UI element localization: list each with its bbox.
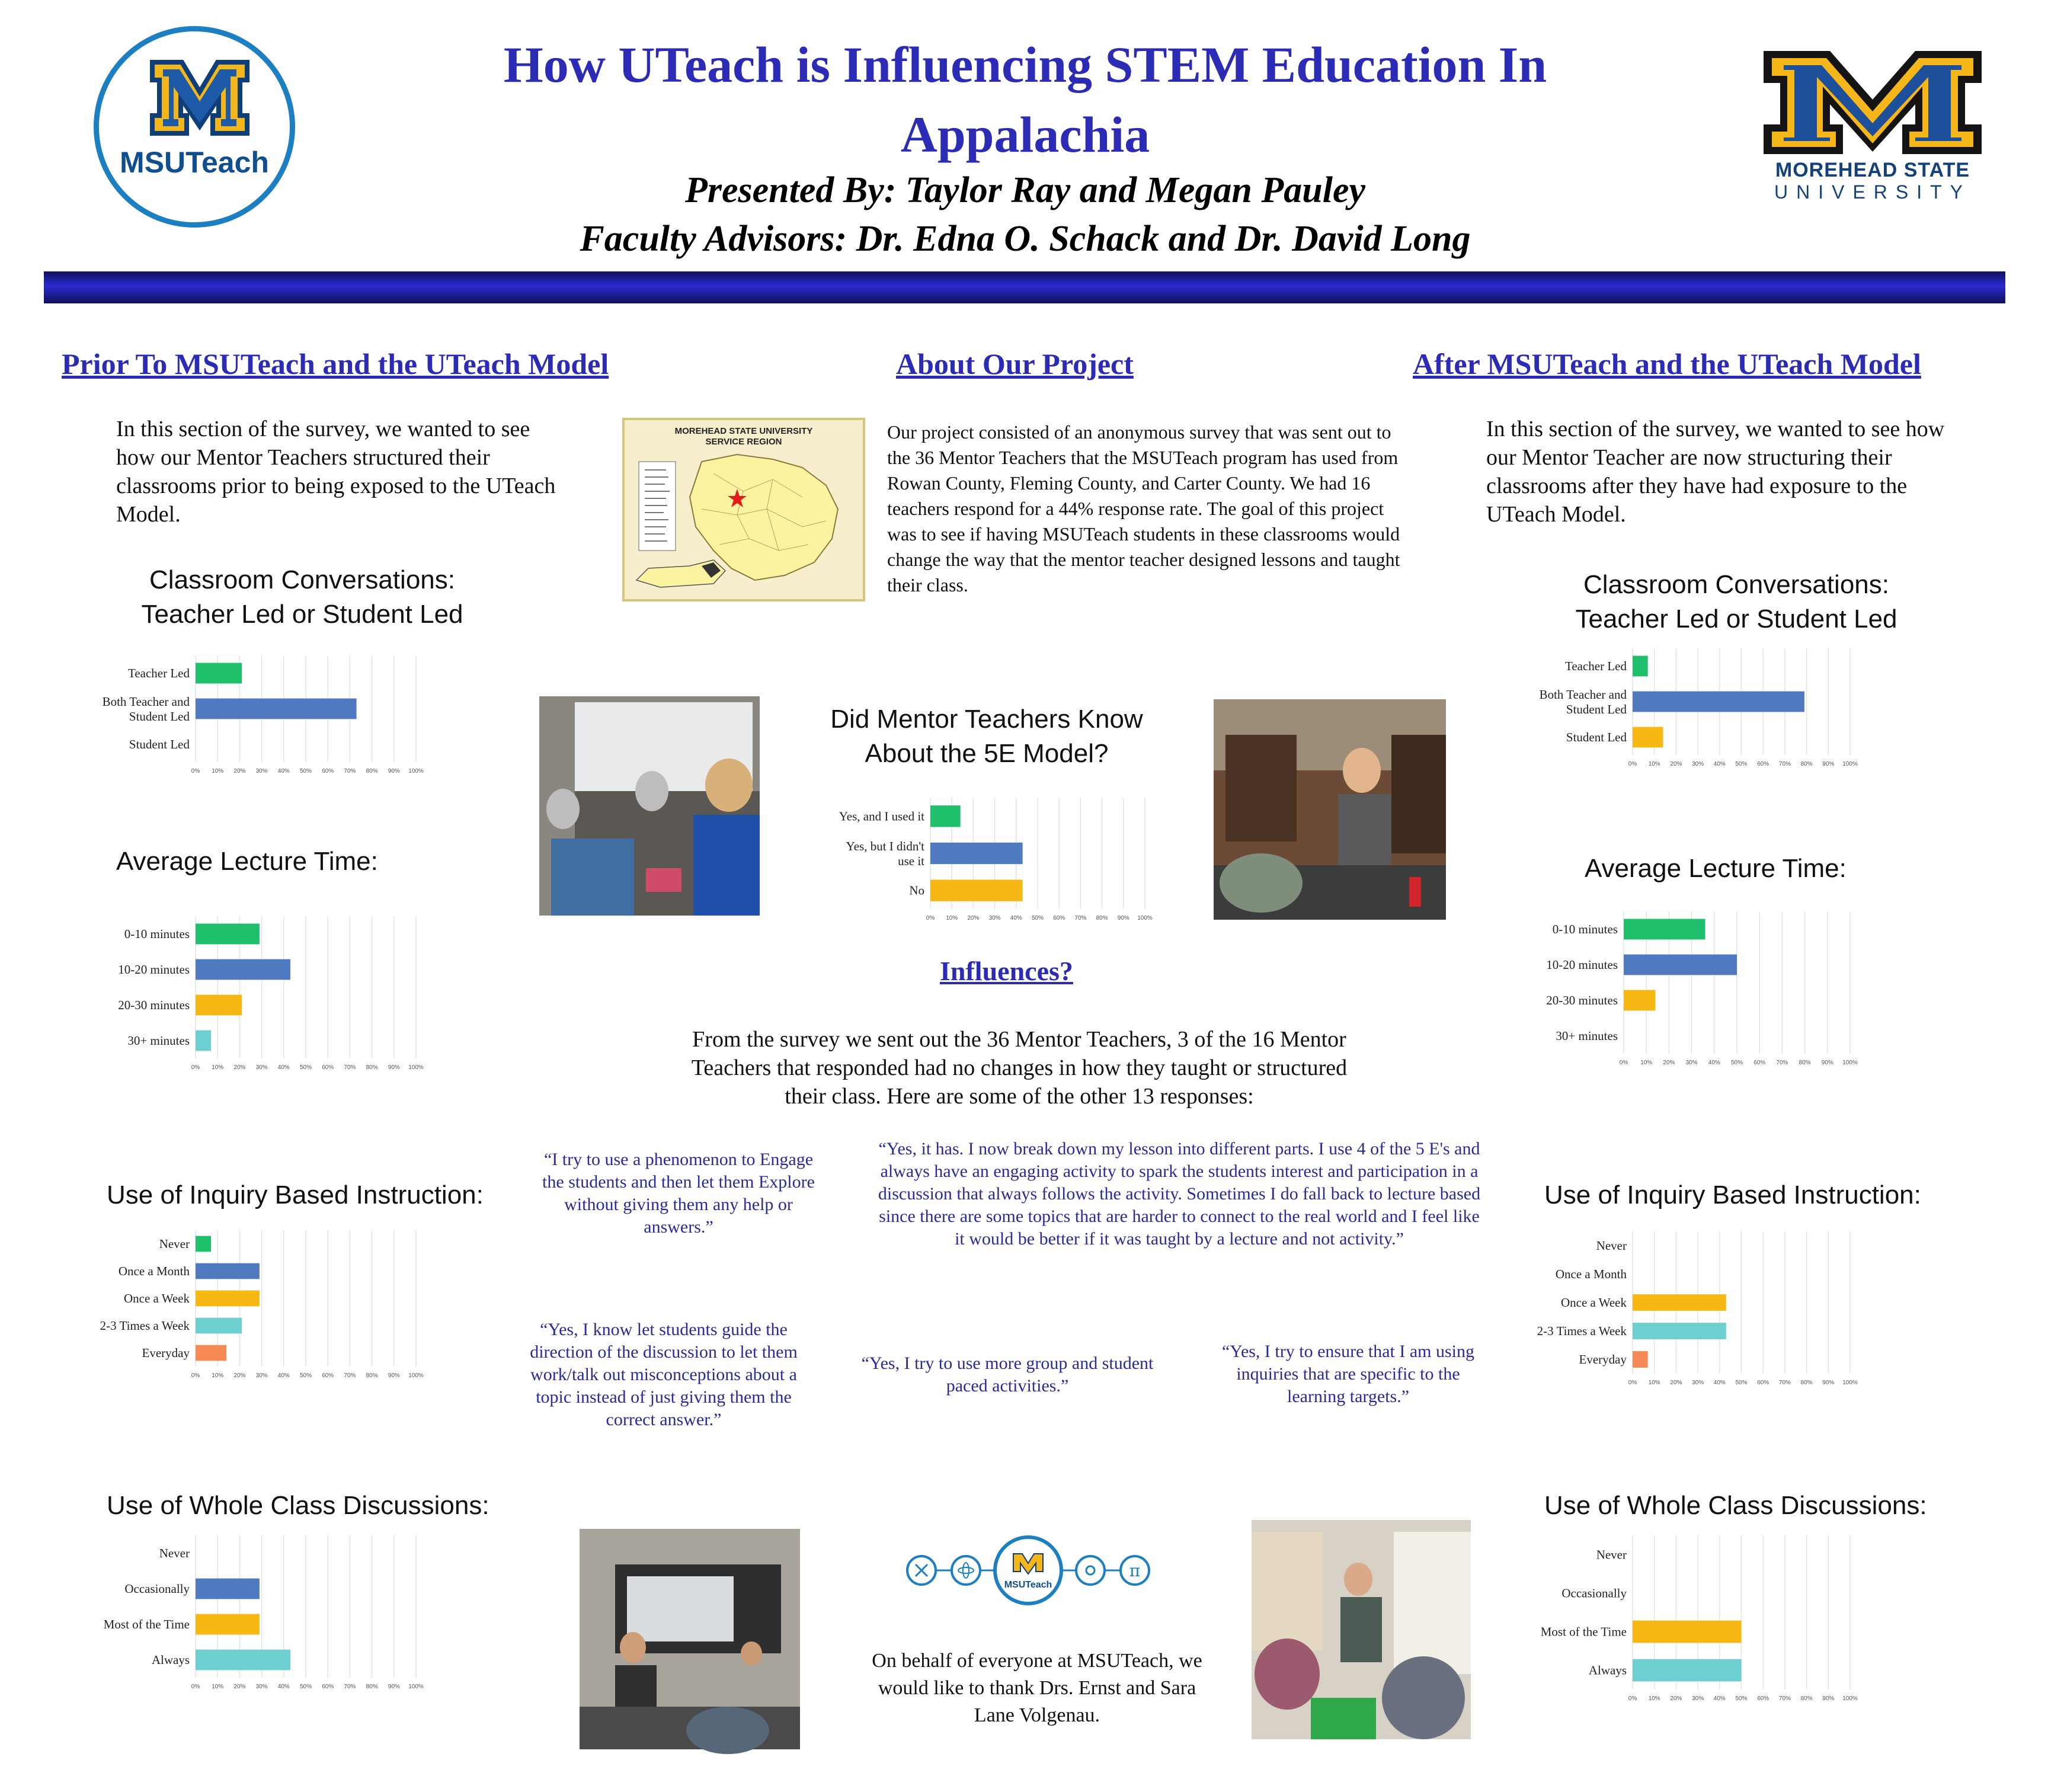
tick-label: 0%: [1628, 1695, 1637, 1702]
about-text: Our project consisted of an anonymous survey that was sent out to the 36 Mentor Teachers that the MSUTeach program has used from Rowan County, Fleming County, and Carter County. We had 16 teachers respond for a 44% response rate. The goal of this project was to see if having MSUTeach students in these classrooms would change the way that the mentor teacher designed lessons and taught their class.: [887, 421, 1400, 596]
bar-once-a-week: [196, 1291, 260, 1307]
bar-always: [1633, 1659, 1742, 1682]
tick-label: 10%: [212, 1064, 224, 1071]
tick-label: 80%: [1800, 1380, 1813, 1386]
fivee-chart: [770, 794, 1153, 924]
category-label: 20-30 minutes: [118, 998, 190, 1012]
tick-label: 70%: [344, 1684, 356, 1690]
tick-label: 90%: [1822, 1695, 1835, 1702]
after-discussion-chart: [1505, 1532, 1858, 1705]
after-conv-title-line2: Teacher Led or Student Led: [1575, 604, 1897, 633]
tick-label: 90%: [388, 1372, 400, 1379]
tick-label: 0%: [1619, 1060, 1628, 1066]
classroom-photo-1-image: [539, 696, 760, 916]
tick-label: 90%: [1822, 1380, 1835, 1386]
tick-label: 40%: [1010, 915, 1022, 921]
about-heading: About Our Project: [896, 347, 1134, 380]
right-logo-line1: MOREHEAD STATE: [1775, 159, 1970, 181]
tick-label: 20%: [233, 768, 246, 775]
poster-title: How UTeach is Influencing STEM Education In Appalachia: [503, 36, 1547, 163]
tick-label: 30%: [1692, 1380, 1704, 1386]
category-label: Yes, and I used it: [839, 809, 924, 824]
tick-label: 70%: [1776, 1060, 1788, 1066]
prior-conv-title-line2: Teacher Led or Student Led: [141, 600, 463, 629]
tick-label: 80%: [1799, 1060, 1811, 1066]
m-logo-icon: [146, 56, 253, 139]
category-label: Occasionally: [124, 1582, 190, 1596]
tick-label: 100%: [1137, 915, 1153, 921]
prior-lecture-chart: [65, 913, 424, 1074]
tick-label: 80%: [366, 1064, 378, 1071]
header-divider-banner: [44, 271, 2005, 303]
prior-conv-title: [89, 563, 516, 632]
tick-label: 50%: [1735, 761, 1748, 767]
bar-everyday: [1633, 1351, 1648, 1368]
tick-label: 10%: [1648, 1380, 1660, 1386]
category-label: Teacher Led: [127, 666, 190, 680]
presenters-line: Presented By: Taylor Ray and Megan Pauley: [684, 170, 1366, 210]
category-label: 2-3 Times a Week: [1537, 1324, 1627, 1338]
tick-label: 60%: [1757, 1695, 1769, 1702]
fivee-title-line1: Did Mentor Teachers Know: [830, 705, 1143, 734]
tick-label: 50%: [1735, 1695, 1748, 1702]
tick-label: 70%: [344, 768, 356, 775]
bar-0-10-minutes: [196, 924, 260, 945]
bar-2-3-times-a-week: [1633, 1323, 1726, 1339]
category-label: Never: [159, 1546, 190, 1560]
bar-always: [196, 1650, 290, 1671]
bar-most-of-the-time: [196, 1614, 260, 1635]
tick-label: 0%: [191, 768, 200, 775]
msuteach-science-icons: [898, 1535, 1159, 1612]
category-label: Always: [1588, 1663, 1627, 1678]
bar-2-3-times-a-week: [196, 1318, 242, 1334]
category-label: Teacher Led: [1564, 659, 1627, 673]
tick-label: 30%: [1685, 1060, 1698, 1066]
tick-label: 100%: [1842, 1060, 1858, 1066]
m-shield-icon: [1760, 47, 1985, 157]
tick-label: 0%: [191, 1372, 200, 1379]
svg-text:π: π: [1129, 1561, 1141, 1580]
bar-teacher-led: [196, 663, 242, 684]
bar-everyday: [196, 1345, 226, 1361]
quote-specific-inquiries: “Yes, I try to ensure that I am using inquiries that are specific to the learning targets.”: [1221, 1342, 1475, 1406]
tick-label: 30%: [255, 1684, 268, 1690]
category-label: Never: [1596, 1239, 1627, 1253]
tick-label: 80%: [1800, 761, 1813, 767]
tick-label: 30%: [255, 1064, 268, 1071]
bar-occasionally: [196, 1579, 260, 1599]
bar-10-20-minutes: [1624, 955, 1737, 975]
tick-label: 80%: [366, 1372, 378, 1379]
after-discussion-title: Use of Whole Class Discussions:: [1544, 1491, 1927, 1520]
tick-label: 90%: [1117, 915, 1129, 921]
morehead-state-logo: [1760, 47, 1985, 207]
tick-label: 60%: [1757, 761, 1769, 767]
tick-label: 40%: [277, 768, 290, 775]
bar-student-led: [1633, 727, 1663, 748]
tick-label: 30%: [255, 1372, 268, 1379]
tick-label: 80%: [1800, 1695, 1813, 1702]
category-label: Once a Month: [118, 1264, 190, 1278]
after-inquiry-title: Use of Inquiry Based Instruction:: [1544, 1180, 1921, 1209]
category-label: 20-30 minutes: [1546, 993, 1618, 1007]
tick-label: 30%: [1692, 761, 1704, 767]
left-logo-text: MSUTeach: [120, 146, 269, 179]
category-label: Student Led: [129, 737, 190, 751]
category-label: 0-10 minutes: [1552, 922, 1618, 936]
tick-label: 70%: [1778, 761, 1791, 767]
tick-label: 20%: [967, 915, 980, 921]
tick-label: 30%: [255, 768, 268, 775]
classroom-photo-2-image: [1214, 699, 1446, 920]
tick-label: 20%: [1663, 1060, 1675, 1066]
quote-student-discussion: “Yes, I know let students guide the direction of the discussion to let them work/talk out misconceptions about a topic instead of just giving them the correct answer.”: [530, 1320, 798, 1429]
category-label: Once a Month: [1555, 1267, 1627, 1281]
category-label: Once a Week: [123, 1291, 190, 1305]
after-lecture-chart: [1505, 908, 1858, 1069]
category-label: 0-10 minutes: [124, 927, 190, 941]
tick-label: 90%: [388, 1684, 400, 1690]
prior-heading: Prior To MSUTeach and the UTeach Model: [62, 347, 609, 380]
bar-30-minutes: [196, 1031, 211, 1051]
region-map-illustration: [625, 420, 863, 599]
tick-label: 10%: [212, 1372, 224, 1379]
prior-discussion-chart: [65, 1532, 424, 1693]
bar-never: [196, 1236, 211, 1252]
tick-label: 10%: [212, 768, 224, 775]
prior-conv-chart: [65, 652, 424, 777]
category-label: Occasionally: [1561, 1586, 1627, 1601]
tick-label: 0%: [191, 1684, 200, 1690]
tick-label: 10%: [1648, 761, 1660, 767]
tick-label: 10%: [1640, 1060, 1653, 1066]
tick-label: 70%: [344, 1372, 356, 1379]
influences-heading: Influences?: [940, 956, 1073, 986]
center-logo-text: MSUTeach: [1004, 1580, 1052, 1590]
tick-label: 100%: [408, 1064, 424, 1071]
influences-intro: From the survey we sent out the 36 Mentor Teachers, 3 of the 16 Mentor Teachers that responded had no changes in how they taught or structured their class. Here are some of the other 13 responses:: [691, 1027, 1348, 1109]
quote-phenomenon: “I try to use a phenomenon to Engage the students and then let them Explore without giving them any help or answers.”: [542, 1150, 815, 1237]
category-label: 30+ minutes: [127, 1033, 190, 1048]
tick-label: 100%: [408, 1684, 424, 1690]
tick-label: 60%: [1757, 1380, 1769, 1386]
prior-inquiry-chart: [65, 1227, 424, 1382]
tick-label: 60%: [322, 1372, 334, 1379]
prior-discussion-title: Use of Whole Class Discussions:: [107, 1491, 489, 1520]
after-heading: After MSUTeach and the UTeach Model: [1413, 347, 1921, 380]
tick-label: 90%: [388, 768, 400, 775]
category-label: Student Led: [1566, 730, 1627, 744]
category-label: Everyday: [1579, 1352, 1627, 1367]
category-label: Yes, but I didn't use it: [846, 839, 924, 868]
tick-label: 100%: [1842, 1380, 1858, 1386]
tick-label: 20%: [233, 1372, 246, 1379]
msuteach-logo: [94, 26, 295, 228]
category-label: Both Teacher and Student Led: [1539, 687, 1627, 716]
tick-label: 20%: [1670, 1380, 1682, 1386]
category-label: Never: [159, 1237, 190, 1251]
tick-label: 60%: [322, 768, 334, 775]
tick-label: 60%: [322, 1684, 334, 1690]
prior-intro: In this section of the survey, we wanted to see how our Mentor Teachers structured their classrooms prior to being exposed to the UTeach Model.: [116, 417, 556, 527]
after-inquiry-chart: [1505, 1228, 1858, 1389]
tick-label: 40%: [277, 1064, 290, 1071]
tick-label: 40%: [1713, 761, 1726, 767]
tick-label: 60%: [322, 1064, 334, 1071]
tick-label: 30%: [988, 915, 1001, 921]
tick-label: 0%: [1628, 761, 1637, 767]
classroom-photo-3: [580, 1529, 800, 1749]
bar-once-a-month: [196, 1263, 260, 1279]
right-logo-line2: UNIVERSITY: [1774, 181, 1972, 203]
tick-label: 0%: [191, 1064, 200, 1071]
tick-label: 70%: [344, 1064, 356, 1071]
tick-label: 0%: [1628, 1380, 1637, 1386]
tick-label: 60%: [1753, 1060, 1766, 1066]
bar-20-30-minutes: [196, 995, 242, 1016]
tick-label: 80%: [366, 1684, 378, 1690]
tick-label: 50%: [299, 1372, 312, 1379]
tick-label: 50%: [299, 1064, 312, 1071]
category-label: 30+ minutes: [1556, 1029, 1618, 1043]
tick-label: 100%: [1842, 1695, 1858, 1702]
tick-label: 70%: [1778, 1380, 1791, 1386]
tick-label: 90%: [1821, 1060, 1833, 1066]
poster-authors: [379, 166, 1671, 263]
tick-label: 70%: [1074, 915, 1087, 921]
fivee-title: [797, 702, 1176, 771]
tick-label: 20%: [1670, 1695, 1682, 1702]
prior-lecture-title: Average Lecture Time:: [116, 847, 378, 876]
tick-label: 80%: [1096, 915, 1108, 921]
tick-label: 100%: [408, 768, 424, 775]
category-label: Both Teacher and Student Led: [102, 695, 190, 724]
category-label: Always: [151, 1653, 190, 1667]
classroom-photo-2: [1214, 699, 1446, 920]
prior-conv-title-line1: Classroom Conversations:: [149, 565, 455, 594]
tick-label: 20%: [1670, 761, 1682, 767]
category-label: Once a Week: [1560, 1295, 1627, 1310]
tick-label: 50%: [299, 1684, 312, 1690]
tick-label: 100%: [408, 1372, 424, 1379]
bar-most-of-the-time: [1633, 1621, 1742, 1643]
tick-label: 80%: [366, 768, 378, 775]
thanks-text: On behalf of everyone at MSUTeach, we would like to thank Drs. Ernst and Sara Lane Volgenau.: [872, 1650, 1202, 1726]
category-label: 2-3 Times a Week: [100, 1319, 190, 1333]
classroom-photo-4: [1252, 1520, 1471, 1739]
quote-group-activities: “Yes, I try to use more group and student paced activities.”: [861, 1353, 1154, 1396]
bar-both-teacher-and-student-led: [196, 699, 357, 719]
after-conv-title: [1529, 568, 1944, 636]
tick-label: 100%: [1842, 761, 1858, 767]
bar-no: [930, 879, 1023, 901]
map-title-line1: MOREHEAD STATE UNIVERSITY: [674, 426, 813, 436]
after-lecture-title: Average Lecture Time:: [1585, 854, 1847, 883]
classroom-photo-3-image: [580, 1529, 800, 1749]
tick-label: 10%: [946, 915, 958, 921]
bar-0-10-minutes: [1624, 919, 1705, 940]
map-title-line2: SERVICE REGION: [705, 437, 782, 447]
tick-label: 90%: [388, 1064, 400, 1071]
tick-label: 40%: [1713, 1695, 1726, 1702]
tick-label: 50%: [1730, 1060, 1743, 1066]
tick-label: 20%: [233, 1684, 246, 1690]
category-label: 10-20 minutes: [118, 962, 190, 977]
tick-label: 20%: [233, 1064, 246, 1071]
bar-10-20-minutes: [196, 959, 290, 980]
classroom-photo-4-image: [1252, 1520, 1471, 1739]
category-label: No: [909, 883, 924, 898]
tick-label: 40%: [277, 1684, 290, 1690]
fivee-title-line2: About the 5E Model?: [865, 739, 1109, 768]
bar-20-30-minutes: [1624, 990, 1655, 1011]
tick-label: 90%: [1822, 761, 1835, 767]
category-label: Most of the Time: [1540, 1624, 1627, 1639]
tick-label: 40%: [277, 1372, 290, 1379]
service-region-map: [622, 418, 865, 601]
quote-lesson-parts: “Yes, it has. I now break down my lesson into different parts. I use 4 of the 5 E's and always have an engaging activity to spark the students interest and participation in a discussion that always follows the activity. Sometimes I do fall back to lecture based since there are some topics that are harder to connect to the real world and I feel like it would be better if it was taught by a lecture and not activity.”: [878, 1139, 1481, 1249]
after-conv-chart: [1505, 645, 1858, 770]
tick-label: 40%: [1713, 1380, 1726, 1386]
tick-label: 40%: [1708, 1060, 1720, 1066]
bar-teacher-led: [1633, 656, 1648, 677]
after-conv-title-line1: Classroom Conversations:: [1583, 570, 1889, 599]
category-label: 10-20 minutes: [1546, 958, 1618, 972]
tick-label: 0%: [926, 915, 935, 921]
bar-both-teacher-and-student-led: [1633, 692, 1804, 712]
bar-yes-and-i-used-it: [930, 805, 961, 827]
category-label: Everyday: [142, 1346, 190, 1360]
category-label: Never: [1596, 1547, 1627, 1562]
category-label: Most of the Time: [103, 1617, 190, 1631]
advisors-line: Faculty Advisors: Dr. Edna O. Schack and Dr. David Long: [580, 219, 1471, 259]
tick-label: 60%: [1053, 915, 1065, 921]
prior-inquiry-title: Use of Inquiry Based Instruction:: [107, 1180, 484, 1209]
tick-label: 70%: [1778, 1695, 1791, 1702]
bar-yes-but-i-didn-t-use-it: [930, 843, 1023, 864]
tick-label: 30%: [1692, 1695, 1704, 1702]
tick-label: 50%: [1031, 915, 1044, 921]
tick-label: 50%: [299, 768, 312, 775]
classroom-photo-1: [539, 696, 760, 916]
tick-label: 10%: [1648, 1695, 1660, 1702]
after-intro: In this section of the survey, we wanted to see how our Mentor Teacher are now structuring their classrooms after they have had exposure to the UTeach Model.: [1486, 417, 1945, 527]
bar-once-a-week: [1633, 1294, 1726, 1311]
tick-label: 50%: [1735, 1380, 1748, 1386]
tick-label: 10%: [212, 1684, 224, 1690]
